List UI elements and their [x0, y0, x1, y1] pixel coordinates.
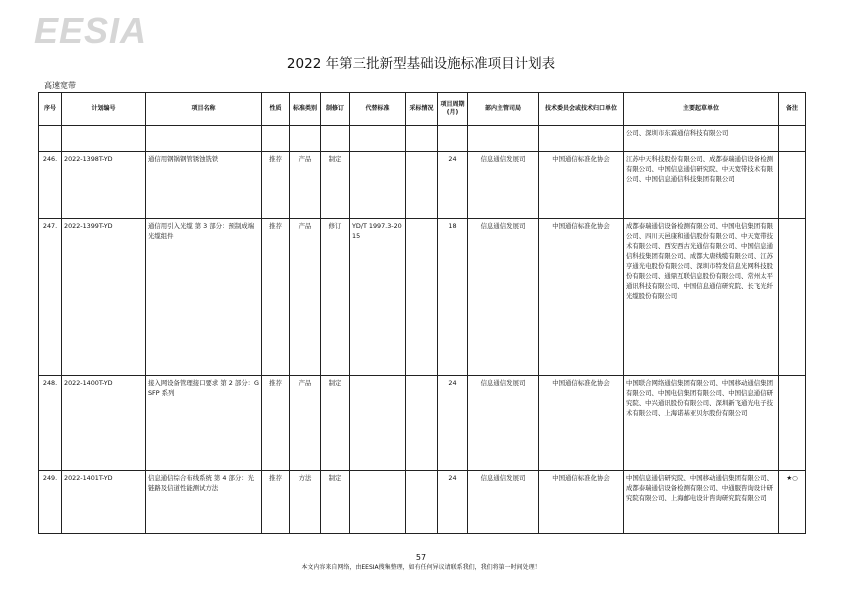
- revise-cell: 制定: [321, 152, 350, 219]
- period-cell: 24: [438, 152, 468, 219]
- adopt-cell: [406, 471, 438, 534]
- drafting-cell: 公司、深圳市东霖通信科技有限公司: [624, 126, 779, 152]
- replaced-std-cell: [350, 376, 406, 471]
- header-remark: 备注: [779, 93, 806, 126]
- document-title: 2022 年第三批新型基础设施标准项目计划表: [286, 56, 556, 72]
- header-nature: 性质: [262, 93, 290, 126]
- seq-cell: 246.: [39, 152, 62, 219]
- header-plan-no: 计划编号: [62, 93, 146, 126]
- revise-cell: 修订: [321, 219, 350, 376]
- seq-cell: 247.: [39, 219, 62, 376]
- replaced-std-cell: [350, 152, 406, 219]
- nature-cell: 推荐: [262, 471, 290, 534]
- plan-no-cell: 2022-1401T-YD: [62, 471, 146, 534]
- std-type-cell: 方法: [290, 471, 321, 534]
- seq-cell: 248.: [39, 376, 62, 471]
- section-label: 高速宽带: [44, 81, 76, 90]
- revise-cell: 制定: [321, 376, 350, 471]
- std-type-cell: 产品: [290, 219, 321, 376]
- remark-cell: [779, 219, 806, 376]
- replaced-std-cell: YD/T 1997.3-2015: [350, 219, 406, 376]
- dept-cell: 信息通信发展司: [468, 219, 539, 376]
- table-row: [39, 376, 806, 471]
- tc-cell: 中国通信标准化协会: [539, 152, 624, 219]
- period-cell: 18: [438, 219, 468, 376]
- std-type-cell: 产品: [290, 376, 321, 471]
- tc-cell: 中国通信标准化协会: [539, 376, 624, 471]
- drafting-cell: 中国联合网络通信集团有限公司、中国移动通信集团有限公司、中国电信集团有限公司、中国信息通信研究院、中兴通讯股份有限公司、深圳新飞通光电子技术有限公司、上海诺基亚贝尔股份有限公司: [624, 376, 779, 471]
- project-name-cell: 接入网设备管理接口要求 第 2 部分：GSFP 系列: [146, 376, 262, 471]
- period-cell: 24: [438, 376, 468, 471]
- plan-no-cell: 2022-1400T-YD: [62, 376, 146, 471]
- project-name-cell: 通信用钢锅钢管锈蚀铣铁: [146, 152, 262, 219]
- nature-cell: 推荐: [262, 152, 290, 219]
- header-tc: 技术委员会或技术归口单位: [539, 93, 624, 126]
- standards-plan-table: [38, 92, 806, 534]
- adopt-cell: [406, 152, 438, 219]
- remark-cell: [779, 152, 806, 219]
- header-project-name: 项目名称: [146, 93, 262, 126]
- std-type-cell: 产品: [290, 152, 321, 219]
- header-seq: 序号: [39, 93, 62, 126]
- dept-cell: 信息通信发展司: [468, 471, 539, 534]
- header-replaced-std: 代替标准: [350, 93, 406, 126]
- drafting-cell: 中国信息通信研究院、中国移动通信集团有限公司、成都泰瑞通信设备检测有限公司、中通服咨询设计研究院有限公司、上海邮电设计咨询研究院有限公司: [624, 471, 779, 534]
- header-period: 项目周期(月): [438, 93, 468, 126]
- page-number: 57: [415, 553, 427, 562]
- revise-cell: 制定: [321, 471, 350, 534]
- dept-cell: 信息通信发展司: [468, 376, 539, 471]
- table-header-row: [39, 93, 806, 126]
- table-row-continuation: [39, 126, 806, 152]
- remark-cell: ★○: [779, 471, 806, 534]
- table-row: [39, 219, 806, 376]
- header-adopt: 采标情况: [406, 93, 438, 126]
- header-drafting: 主要起草单位: [624, 93, 779, 126]
- table-row: [39, 152, 806, 219]
- dept-cell: 信息通信发展司: [468, 152, 539, 219]
- header-revise: 制修订: [321, 93, 350, 126]
- period-cell: 24: [438, 471, 468, 534]
- project-name-cell: 信息通信综合布线系统 第 4 部分：光链路及信道性能测试方法: [146, 471, 262, 534]
- remark-cell: [779, 376, 806, 471]
- header-dept: 部内主管司局: [468, 93, 539, 126]
- project-name-cell: 通信用引入光缆 第 3 部分：预制成端光缆组件: [146, 219, 262, 376]
- table-row: [39, 471, 806, 534]
- eesia-logo: EESIA: [34, 10, 148, 51]
- nature-cell: 推荐: [262, 219, 290, 376]
- tc-cell: 中国通信标准化协会: [539, 471, 624, 534]
- replaced-std-cell: [350, 471, 406, 534]
- footer-disclaimer: 本文内容来自网络，由EESIA搜集整理，如有任何异议请联系我们，我们将第一时间处理！: [301, 564, 541, 571]
- header-std-type: 标准类别: [290, 93, 321, 126]
- drafting-cell: 江苏中天科技股份有限公司、成都泰瑞通信设备检测有限公司、中国信息通信研究院、中天宽带技术有限公司、中国信息通信科技集团有限公司: [624, 152, 779, 219]
- adopt-cell: [406, 376, 438, 471]
- plan-no-cell: 2022-1398T-YD: [62, 152, 146, 219]
- drafting-cell: 成都泰瑞通信设备检测有限公司、中国电信集团有限公司、四川天邑康和通信股份有限公司、中天宽带技术有限公司、西安西古光通信有限公司、中国信息通信科技集团有限公司、成都大唐线缆有限公司、江苏亨通光电股份有限公司、深圳市特发信息光网科技股份有限公司、通鼎互联信息股份有限公司、常州太平通讯科技有限公司、中国信息通信研究院、长飞光纤光缆股份有限公司: [624, 219, 779, 376]
- tc-cell: 中国通信标准化协会: [539, 219, 624, 376]
- nature-cell: 推荐: [262, 376, 290, 471]
- adopt-cell: [406, 219, 438, 376]
- seq-cell: 249.: [39, 471, 62, 534]
- plan-no-cell: 2022-1399T-YD: [62, 219, 146, 376]
